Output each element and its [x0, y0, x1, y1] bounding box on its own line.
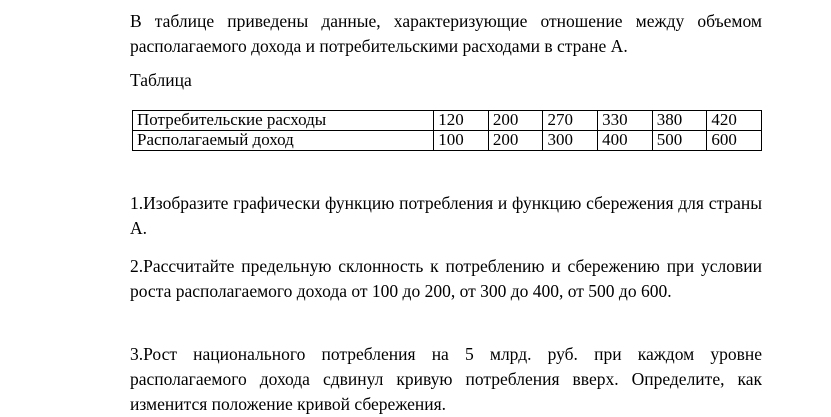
table-cell: 300 [543, 131, 598, 151]
table-cell: 270 [543, 111, 598, 131]
table-cell: 330 [598, 111, 653, 131]
table-cell: 500 [652, 131, 707, 151]
table-cell: 200 [488, 111, 543, 131]
table-cell: 600 [707, 131, 762, 151]
table-caption: Таблица [130, 70, 192, 90]
data-table [132, 110, 762, 151]
question-1: 1.Изобразите графически функцию потребления и функцию сбережения для страны А. [130, 193, 762, 238]
table-row-consumption [133, 111, 762, 131]
intro-paragraph: В таблице приведены данные, характеризующие отношение между объемом располагаемого дохода и потребительскими расходами в стране А. [130, 11, 762, 56]
table-cell: 400 [598, 131, 653, 151]
question-3: 3.Рост национального потребления на 5 млрд. руб. при каждом уровне располагаемого дохода сдвинул кривую потребления вверх. Определите, как изменится положение кривой сбережения. [130, 344, 762, 414]
table-row-income [133, 131, 762, 151]
question-2: 2.Рассчитайте предельную склонность к потреблению и сбережению при условии роста располагаемого дохода от 100 до 200, от 300 до 400, от 500 до 600. [130, 256, 762, 301]
table-cell: 200 [488, 131, 543, 151]
table-cell: 120 [434, 111, 489, 131]
row-label: Располагаемый доход [133, 131, 434, 151]
table-cell: 420 [707, 111, 762, 131]
row-label: Потребительские расходы [133, 111, 434, 131]
table-cell: 380 [652, 111, 707, 131]
table-cell: 100 [434, 131, 489, 151]
